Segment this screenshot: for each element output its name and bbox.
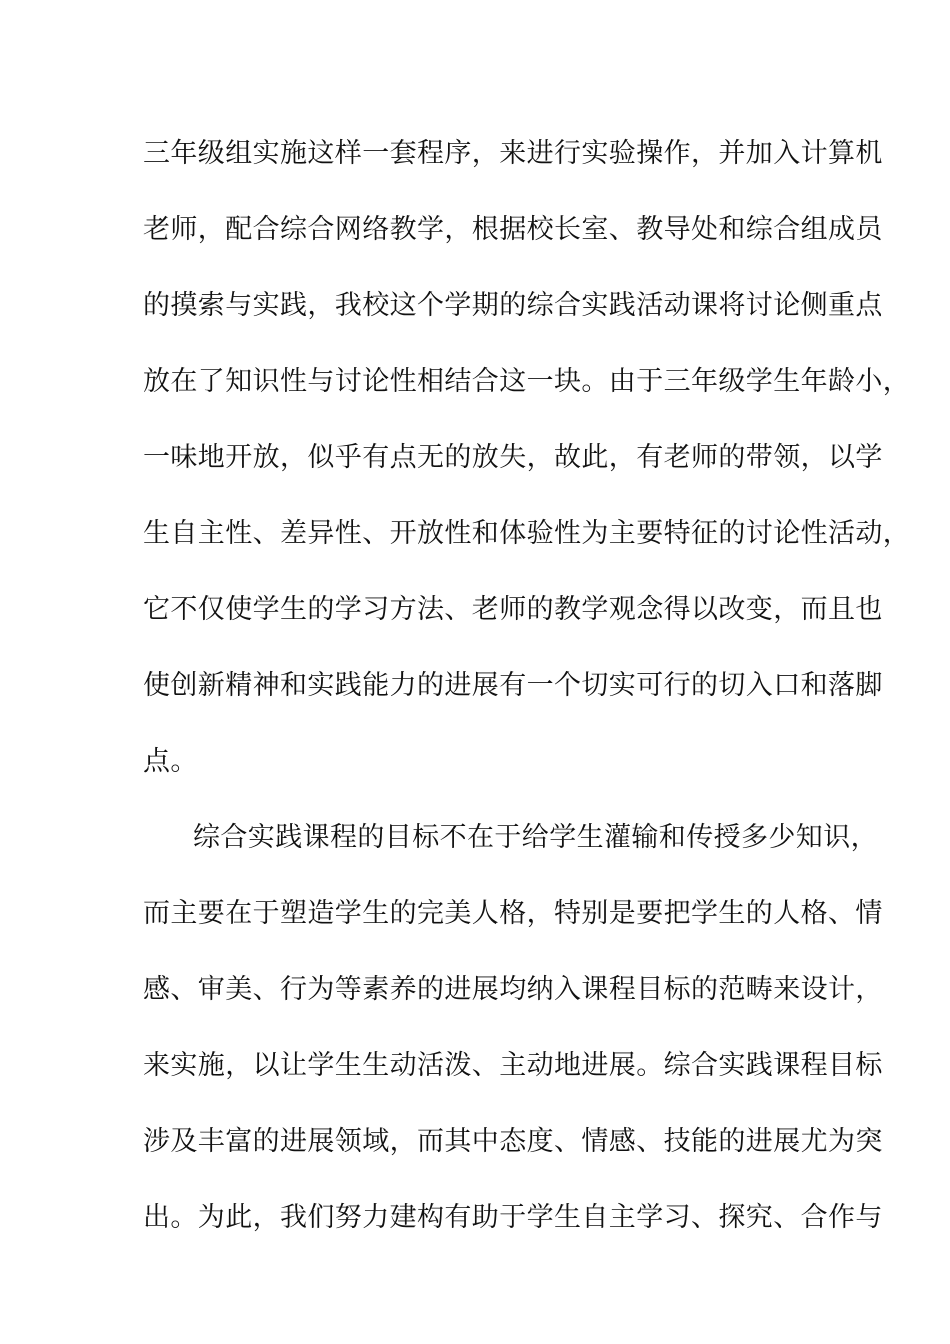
text-line: 放在了知识性与讨论性相结合这一块。由于三年级学生年龄小， xyxy=(143,366,911,397)
text-line: 生自主性、差异性、开放性和体验性为主要特征的讨论性活动， xyxy=(143,518,911,549)
text-line: 综合实践课程的目标不在于给学生灌输和传授多少知识， xyxy=(193,822,878,853)
text-line: 一味地开放，似乎有点无的放失，故此，有老师的带领，以学 xyxy=(143,442,883,473)
text-line: 出。为此，我们努力建构有助于学生自主学习、探究、合作与 xyxy=(143,1202,883,1233)
text-line: 而主要在于塑造学生的完美人格，特别是要把学生的人格、情 xyxy=(143,898,883,929)
text-line: 老师，配合综合网络教学，根据校长室、教导处和综合组成员 xyxy=(143,214,883,245)
text-line: 三年级组实施这样一套程序，来进行实验操作，并加入计算机 xyxy=(143,138,883,169)
text-line: 感、审美、行为等素养的进展均纳入课程目标的范畴来设计， xyxy=(143,974,883,1005)
text-line: 点。 xyxy=(143,746,198,777)
text-line: 涉及丰富的进展领域，而其中态度、情感、技能的进展尤为突 xyxy=(143,1126,883,1157)
text-line: 来实施，以让学生生动活泼、主动地进展。综合实践课程目标 xyxy=(143,1050,883,1081)
text-line: 它不仅使学生的学习方法、老师的教学观念得以改变，而且也 xyxy=(143,594,883,625)
text-line: 使创新精神和实践能力的进展有一个切实可行的切入口和落脚 xyxy=(143,670,883,701)
text-line: 的摸索与实践，我校这个学期的综合实践活动课将讨论侧重点 xyxy=(143,290,883,321)
